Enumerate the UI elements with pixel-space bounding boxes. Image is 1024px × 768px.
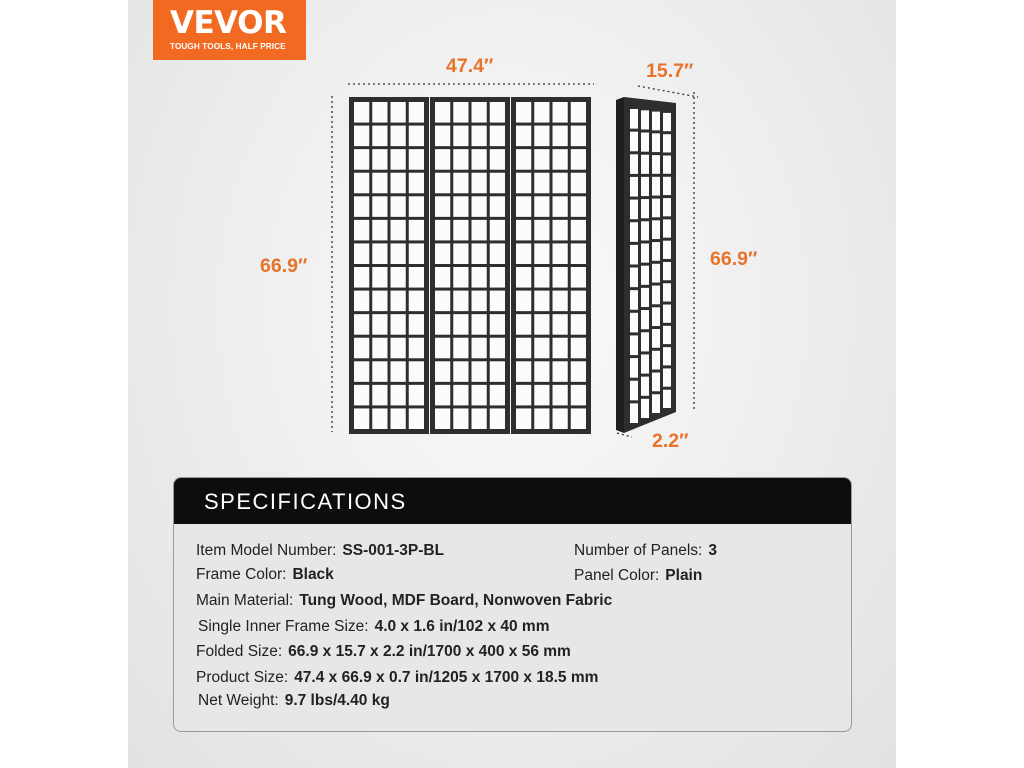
width-label: 47.4″ xyxy=(446,55,494,77)
spec-row-net-weight xyxy=(198,692,390,710)
spec-label: Folded Size: xyxy=(196,643,283,660)
specifications-panel xyxy=(173,477,852,732)
divider-panel-left xyxy=(349,97,429,434)
logo-tagline: TOUGH TOOLS, HALF PRICE xyxy=(170,42,286,51)
spec-row-frame-color xyxy=(196,566,334,584)
spec-label: Product Size: xyxy=(196,669,289,686)
spec-value: SS-001-3P-BL xyxy=(342,542,445,559)
spec-value: 47.4 x 66.9 x 0.7 in/1205 x 1700 x 18.5 mm xyxy=(294,669,599,686)
side-view xyxy=(616,97,676,433)
spec-value: 4.0 x 1.6 in/102 x 40 mm xyxy=(374,618,550,635)
thickness-dimension-line xyxy=(617,433,632,437)
divider-panel-middle xyxy=(430,97,510,434)
spec-value: 3 xyxy=(708,542,717,559)
depth-label: 15.7″ xyxy=(646,60,694,82)
depth-dimension-line xyxy=(638,86,698,97)
spec-row-panels xyxy=(574,542,717,560)
folded-panels xyxy=(616,97,676,433)
side-height-label: 66.9″ xyxy=(710,248,758,270)
spec-label: Frame Color: xyxy=(196,566,287,583)
height-label: 66.9″ xyxy=(260,255,308,277)
spec-label: Number of Panels: xyxy=(574,542,703,559)
logo-wordmark: VEVOR xyxy=(170,5,287,41)
spec-label: Item Model Number: xyxy=(196,542,337,559)
product-image xyxy=(128,0,896,768)
thickness-label: 2.2″ xyxy=(652,430,689,452)
spec-row-model xyxy=(196,542,444,560)
spec-value: Black xyxy=(292,566,334,583)
specifications-title: SPECIFICATIONS xyxy=(174,478,851,524)
spec-value: Tung Wood, MDF Board, Nonwoven Fabric xyxy=(299,592,613,609)
spec-value: 9.7 lbs/4.40 kg xyxy=(284,692,390,709)
spec-value: Plain xyxy=(665,567,703,584)
spec-label: Single Inner Frame Size: xyxy=(198,618,369,635)
spec-row-material xyxy=(196,592,612,610)
spec-row-folded-size xyxy=(196,643,571,661)
spec-label: Panel Color: xyxy=(574,567,660,584)
front-view xyxy=(349,97,591,434)
spec-value: 66.9 x 15.7 x 2.2 in/1700 x 400 x 56 mm xyxy=(288,643,571,660)
spec-label: Main Material: xyxy=(196,592,294,609)
spec-row-inner-frame xyxy=(198,618,550,636)
spec-row-panel-color xyxy=(574,567,702,585)
room-divider-illustration xyxy=(128,0,896,470)
spec-label: Net Weight: xyxy=(198,692,279,709)
spec-row-product-size xyxy=(196,669,598,687)
divider-panel-right xyxy=(511,97,591,434)
